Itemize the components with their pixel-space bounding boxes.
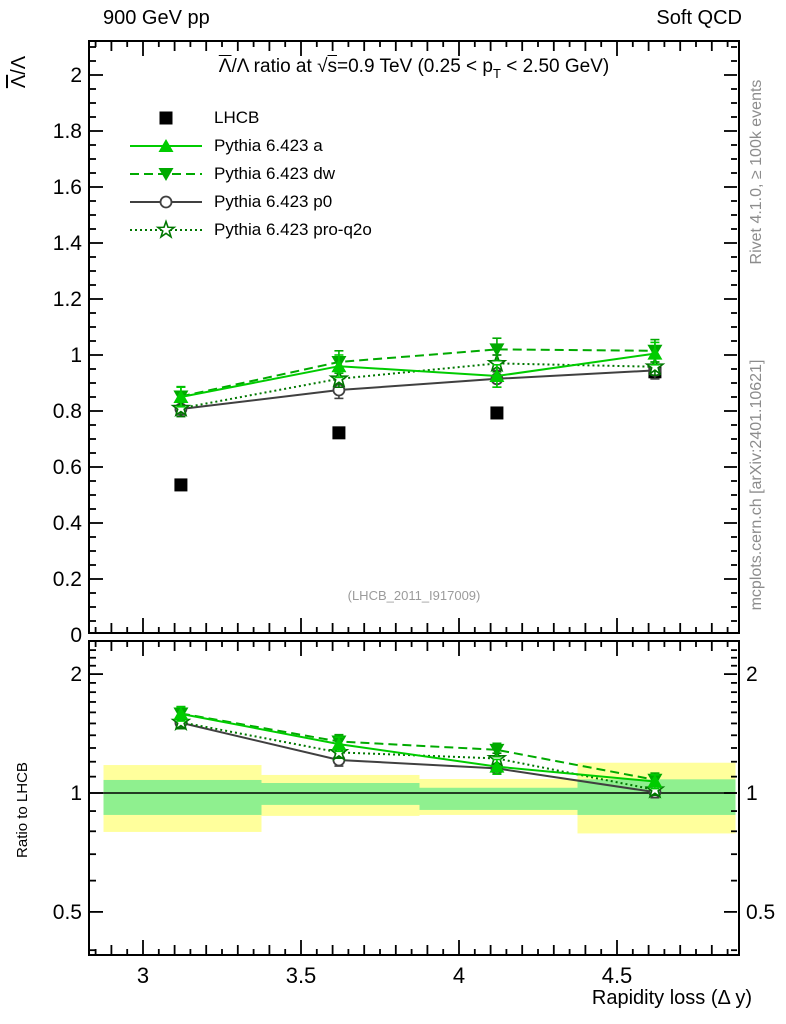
data-point-square bbox=[490, 406, 503, 419]
y-tick-label: 1.8 bbox=[52, 120, 82, 143]
lambda: /Λ bbox=[8, 55, 30, 75]
legend-label: Pythia 6.423 a bbox=[214, 136, 323, 155]
rivet-version-note: Rivet 4.1.0, ≥ 100k events bbox=[748, 79, 765, 265]
data-point-square bbox=[174, 478, 187, 491]
series-line bbox=[181, 349, 655, 396]
y-tick-label-left: 2 bbox=[70, 663, 82, 687]
panel-frame bbox=[89, 41, 739, 633]
title-lambda-bar: $\overline{\Lambda}$ bbox=[218, 56, 232, 77]
green-band bbox=[420, 788, 578, 810]
y-tick-label: 0.8 bbox=[52, 400, 82, 423]
x-tick-label: 3.5 bbox=[285, 963, 317, 988]
green-band bbox=[104, 780, 262, 815]
legend-label: Pythia 6.423 p0 bbox=[214, 192, 333, 211]
x-ticks bbox=[96, 42, 728, 632]
y-tick-label: 1 bbox=[70, 344, 82, 367]
ratio-panel-chart bbox=[0, 639, 786, 1024]
sqrt-s: s bbox=[327, 56, 337, 77]
title-text-3: < 2.50 GeV) bbox=[500, 56, 610, 77]
sqrt-sign: √ bbox=[317, 56, 328, 77]
uncertainty-bands bbox=[104, 763, 736, 834]
process-group-label: Soft QCD bbox=[656, 7, 742, 29]
legend-label: Pythia 6.423 dw bbox=[214, 164, 335, 183]
data-point-square bbox=[332, 426, 345, 439]
y-tick-label: 0.6 bbox=[52, 456, 82, 479]
x-tick-label: 4 bbox=[452, 963, 466, 988]
y-tick-label: 1.6 bbox=[52, 176, 82, 199]
title-text-1: /Λ ratio at bbox=[231, 56, 318, 77]
y-tick-labels-main bbox=[53, 64, 83, 647]
legend-label: LHCB bbox=[214, 108, 260, 127]
lambda-bar: $\overline{\Lambda}$ bbox=[8, 74, 30, 89]
y-tick-label: 1.2 bbox=[52, 288, 82, 311]
y-tick-label: 0.4 bbox=[52, 512, 82, 535]
analysis-id-watermark: (LHCB_2011_I917009) bbox=[347, 588, 481, 603]
y-tick-label: 0.2 bbox=[52, 568, 82, 591]
beam-energy-label: 900 GeV pp bbox=[103, 7, 210, 29]
main-panel-chart bbox=[0, 39, 786, 647]
y-ticks-main bbox=[90, 47, 737, 621]
y-tick-label-right: 1 bbox=[746, 782, 758, 805]
y-tick-label: 2 bbox=[70, 64, 82, 87]
y-tick-label: 1.4 bbox=[52, 232, 82, 255]
y-tick-label-right: 0.5 bbox=[746, 900, 776, 924]
series-line bbox=[181, 354, 655, 397]
x-tick-label: 3 bbox=[136, 963, 150, 988]
legend-label: Pythia 6.423 pro-q2o bbox=[214, 220, 372, 239]
x-tick-label: 4.5 bbox=[601, 963, 633, 988]
y-tick-label-right: 2 bbox=[746, 663, 758, 687]
y-axis-title-ratio: Ratio to LHCB bbox=[14, 762, 31, 858]
y-tick-label-left: 1 bbox=[70, 782, 82, 805]
x-tick-labels bbox=[137, 963, 632, 988]
green-band bbox=[262, 783, 420, 805]
series-pythia-6-423-pro-q2o bbox=[173, 355, 663, 417]
mcplots-arxiv-note: mcplots.cern.ch [arXiv:2401.10621] bbox=[748, 359, 765, 611]
x-axis-title: Rapidity loss (Δ y) bbox=[591, 987, 752, 1009]
y-tick-label-left: 0.5 bbox=[52, 900, 82, 924]
y-tick-label: 0 bbox=[70, 624, 82, 647]
series-line bbox=[181, 370, 655, 409]
title-text-2: =0.9 TeV (0.25 < p bbox=[337, 56, 493, 77]
pt-subscript: T bbox=[493, 66, 501, 81]
